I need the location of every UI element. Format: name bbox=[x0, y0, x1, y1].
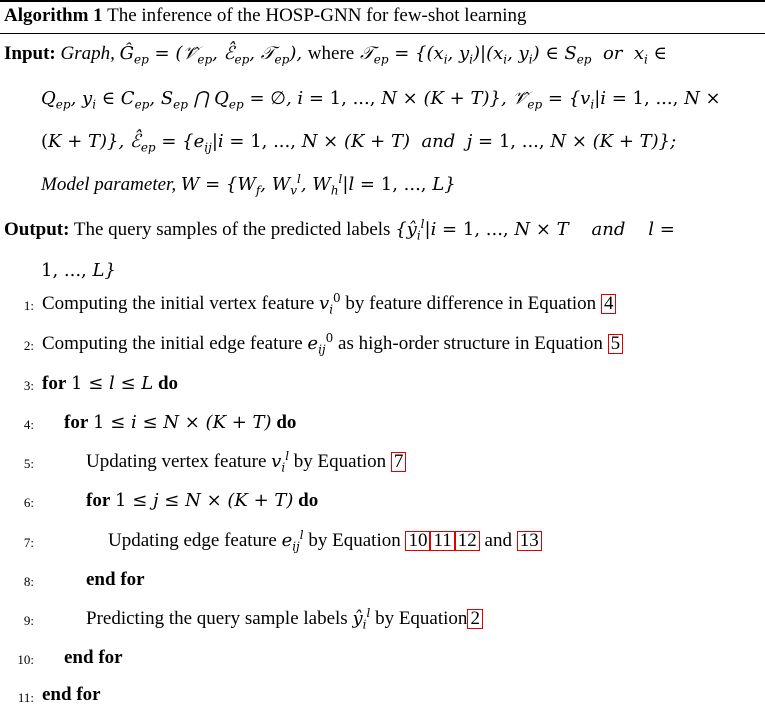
input-math-3: (K + T)}, $ℰ̂_{ep} = \{e_{ij}|i = 1$, ..., N × (K + T) and j = 1, ..., N × (K + T)}; bbox=[41, 131, 677, 155]
step-2: Computing the initial edge feature $e_{ij}^0$ as high-order structure in Equation 5 bbox=[42, 333, 623, 355]
step-number: 9: bbox=[23, 613, 34, 628]
equation-ref-link[interactable]: 13 bbox=[517, 531, 542, 551]
equation-ref-link[interactable]: 2 bbox=[467, 609, 483, 629]
algorithm-caption bbox=[4, 5, 527, 27]
input-graph-label: Graph, bbox=[60, 43, 115, 64]
step-number: 4: bbox=[23, 417, 34, 432]
step-number: 8: bbox=[23, 574, 34, 589]
caption-rule bbox=[0, 33, 765, 34]
output-math-2: 1, ..., L} bbox=[41, 260, 116, 281]
step-8: end for bbox=[86, 569, 145, 590]
input-line-1 bbox=[4, 43, 667, 65]
input-math-2: $Q_{ep}$, $y_i$ ∈ $C_{ep}$, $S_{ep}$ ⋂ $Q_{ep}$ = ∅, i = 1, ..., N × (K + T)}, $𝒱̂_{ep} = \{v_i|i = 1$, ..., N × bbox=[41, 88, 721, 112]
step-number: 10: bbox=[17, 652, 34, 667]
algorithm-label: Algorithm 1 bbox=[4, 5, 103, 26]
input-line-3 bbox=[41, 131, 676, 153]
step-3: for 1 ≤ l ≤ L do bbox=[42, 373, 179, 394]
equation-ref-link[interactable]: 10 bbox=[405, 531, 430, 551]
model-parameter-label: Model parameter, bbox=[41, 174, 177, 195]
step-6: for 1 ≤ j ≤ N × (K + T) do bbox=[86, 490, 319, 511]
step-number: 7: bbox=[23, 535, 34, 550]
input-line-4 bbox=[41, 174, 456, 196]
step-number: 1: bbox=[23, 298, 34, 313]
input-math-4: $W = \{W_f$, $W_v^l$, $W_h^l|l = 1$, ..., L} bbox=[180, 172, 456, 198]
step-number: 6: bbox=[23, 495, 34, 510]
equation-ref-link[interactable]: 4 bbox=[601, 294, 617, 314]
algorithm-title: The inference of the HOSP-GNN for few-shot learning bbox=[107, 5, 527, 26]
equation-ref-link[interactable]: 5 bbox=[608, 334, 624, 354]
step-1: Computing the initial vertex feature $v_i^0$ by feature difference in Equation 4 bbox=[42, 293, 616, 315]
input-line-2 bbox=[41, 88, 721, 110]
step-4: for 1 ≤ i ≤ N × (K + T) do bbox=[64, 412, 297, 433]
equation-ref-link[interactable]: 7 bbox=[391, 452, 407, 472]
equation-ref-link[interactable]: 12 bbox=[455, 531, 480, 551]
output-line-1 bbox=[4, 219, 675, 241]
and-joiner: and bbox=[484, 530, 512, 551]
step-11: end for bbox=[42, 684, 101, 705]
output-keyword: Output: bbox=[4, 219, 70, 240]
input-keyword: Input: bbox=[4, 43, 56, 64]
input-math-1: $Ĝ_{ep}$ = ($𝒱̂_{ep}$, $ℰ̂_{ep}$, 𝒯$_{ep}$), where 𝒯$_{ep}$ = {($x_i$, $y_i)|(x_i$, $y_i$) ∈ $S_{ep}$ or $x_i$ ∈ bbox=[119, 43, 667, 67]
output-line-2 bbox=[41, 260, 116, 282]
step-9: Predicting the query sample labels $ŷ_i^l$ by Equation 2 bbox=[86, 608, 483, 630]
output-text: The query samples of the predicted labels bbox=[73, 219, 391, 240]
top-rule bbox=[0, 0, 765, 2]
step-number: 3: bbox=[23, 378, 34, 393]
step-5: Updating vertex feature $v_i^l$ by Equation 7 bbox=[86, 451, 406, 473]
step-number: 11: bbox=[17, 690, 34, 705]
step-number: 2: bbox=[23, 338, 34, 353]
step-10: end for bbox=[64, 647, 123, 668]
step-number: 5: bbox=[23, 456, 34, 471]
step-7: Updating edge feature $e_{ij}^l$ by Equation 10 11 12 and 13 bbox=[108, 530, 542, 552]
output-math-1: {$ŷ_i^l|i = 1$, ..., N × T and l = bbox=[395, 217, 675, 243]
equation-ref-link[interactable]: 11 bbox=[430, 531, 454, 551]
